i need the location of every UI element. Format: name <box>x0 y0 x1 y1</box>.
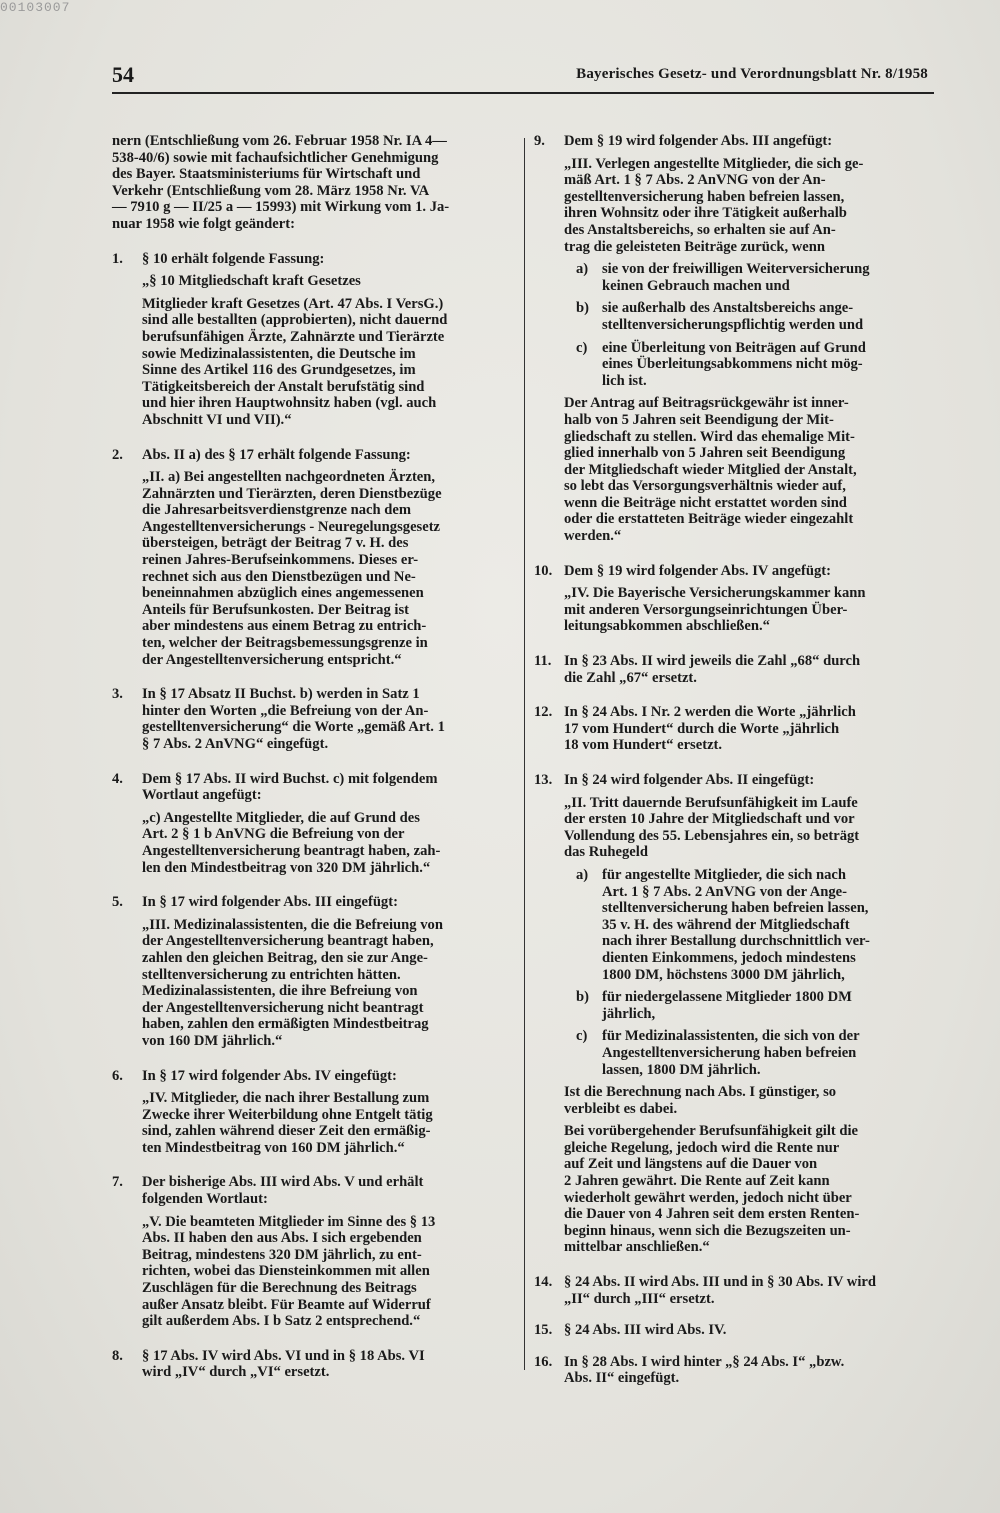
amendment-text: § 10 erhält folgende Fassung: <box>142 250 325 267</box>
section-heading: „§ 10 Mitgliedschaft kraft Gesetzes <box>142 273 361 290</box>
sub-item-letter: a) <box>576 866 589 883</box>
amendment-text: § 24 Abs. III wird Abs. IV. <box>564 1322 727 1339</box>
amendment-9 <box>534 133 932 150</box>
quoted-text: Bei vorübergehender Berufsunfähigkeit gilt die gleiche Regelung, jedoch wird die Rente nur auf Zeit und längstens auf die Dauer von 2 Jahren gewährt. Die Rente auf Zeit kann wiederholt gewährt werden, jedoch nicht über die Dauer von 4 Jahren seit dem ersten Renten- beginn hinaus, wenn sich die Bezugszeiten un- mittelbar anschließen.“ <box>564 1123 860 1256</box>
amendment-number: 14. <box>534 1274 553 1291</box>
amendment-16 <box>534 1354 932 1387</box>
sub-item-text: sie von der freiwilligen Weiterversicherung keinen Gebrauch machen und <box>602 261 870 294</box>
amendment-text: In § 17 wird folgender Abs. IV eingefügt: <box>142 1067 397 1084</box>
amendment-number: 3. <box>112 686 123 703</box>
sub-item-text: für angestellte Mitglieder, die sich nach Art. 1 § 7 Abs. 2 AnVNG von der Ange- stelltenversicherung haben befreien lassen, 35 v. H. des während der Mitgliedschaft nach ihrer Bestallung durchschnittlich ver- dienten Einkommens, jedoch mindestens 1800 DM, höchstens 3000 DM jährlich, <box>602 866 870 983</box>
amendment-14 <box>534 1274 932 1307</box>
right-column <box>534 133 932 1387</box>
amendment-number: 2. <box>112 446 123 463</box>
left-column <box>112 133 510 1381</box>
quoted-text: Mitglieder kraft Gesetzes (Art. 47 Abs. I VersG.) sind alle bestallten (approbierten), nicht dauernd berufsunfähigen Ärzte, Zahnärzte und Tierärzte sowie Medizinalassistenten, die Deutsche im Sinne des Artikel 116 des Grundgesetzes, im Tätigkeitsbereich der Anstalt berufstätig sind und hier ihren Hauptwohnsitz haben (vgl. auch Abschnitt VI und VII).“ <box>142 295 448 428</box>
amendment-number: 15. <box>534 1322 553 1339</box>
amendment-number: 11. <box>534 653 552 670</box>
quoted-text: „III. Verlegen angestellte Mitglieder, die sich ge- mäß Art. 1 § 7 Abs. 2 AnVNG von der An- gestelltenversicherung haben befreien lassen, ihren Wohnsitz oder ihre Tätigkeit außerhalb des Anstaltsbereichs, so erhalten sie auf An- trag die geleisteten Beiträge zurück, wenn <box>564 155 864 255</box>
amendment-12 <box>534 704 932 754</box>
amendment-4 <box>112 771 510 804</box>
amendment-6 <box>112 1068 510 1085</box>
sub-item-text: sie außerhalb des Anstaltsbereichs ange- stelltenversicherungspflichtig werden und <box>602 300 864 333</box>
amendment-number: 12. <box>534 704 553 721</box>
archive-stamp: 00103007 <box>0 0 71 15</box>
journal-title: Bayerisches Gesetz- und Verordnungsblatt Nr. 8/1958 <box>576 66 928 82</box>
amendment-text: § 24 Abs. II wird Abs. III und in § 30 Abs. IV wird „II“ durch „III“ ersetzt. <box>564 1274 876 1307</box>
sub-item-a <box>534 867 932 983</box>
quoted-text: „IV. Mitglieder, die nach ihrer Bestallung zum Zwecke ihrer Weiterbildung ohne Entgelt tätig sind, zahlen während dieser Zeit den ermäßig- ten Mindestbeitrag von 160 DM jährlich.“ <box>142 1090 433 1156</box>
sub-item-c <box>534 1028 932 1078</box>
amendment-text: In § 28 Abs. I wird hinter „§ 24 Abs. I“ „bzw. Abs. II“ eingefügt. <box>564 1353 845 1387</box>
quoted-text: Der Antrag auf Beitragsrückgewähr ist inner- halb von 5 Jahren seit Beendigung der Mit- gliedschaft zu stellen. Wird das ehemalige Mit- glied innerhalb von 5 Jahren seit Beendigung der Mitgliedschaft wieder Mitglied der Anstalt, so lebt das Versorgungsverhältnis wieder auf, wenn die Beiträge nicht erstattet worden sind oder die erstatteten Beiträge wieder eingezahlt werden.“ <box>564 395 857 545</box>
amendment-number: 16. <box>534 1353 553 1370</box>
sub-item-text: für niedergelassene Mitglieder 1800 DM jährlich, <box>602 989 852 1022</box>
amendment-2 <box>112 447 510 464</box>
column-divider <box>524 138 525 1370</box>
quoted-text: „III. Medizinalassistenten, die die Befreiung von der Angestelltenversicherung beantragt haben, zahlen den gleichen Beitrag, den sie zur Ange- stelltenversicherung zu entrichten hätten. Medizinalassistenten, die ihre Befreiung von der Angestelltenversicherung nicht beantragt haben, zahlen den ermäßigten Mindestbeitrag von 160 DM jährlich.“ <box>142 916 443 1049</box>
sub-item-b <box>534 300 932 333</box>
amendment-text: Abs. II a) des § 17 erhält folgende Fassung: <box>142 446 411 463</box>
sub-item-letter: b) <box>576 300 589 317</box>
amendment-3 <box>112 686 510 752</box>
page-header <box>112 62 934 94</box>
amendment-number: 13. <box>534 772 553 788</box>
amendment-text: Dem § 19 wird folgender Abs. III angefügt: <box>564 133 833 149</box>
sub-item-b <box>534 989 932 1022</box>
amendment-number: 9. <box>534 133 545 149</box>
amendment-text: In § 23 Abs. II wird jeweils die Zahl „68“ durch die Zahl „67“ ersetzt. <box>564 653 861 686</box>
amendment-1 <box>112 251 510 268</box>
sub-item-a <box>534 261 932 294</box>
sub-item-letter: b) <box>576 989 589 1006</box>
amendment-text: § 17 Abs. IV wird Abs. VI und in § 18 Abs. VI wird „IV“ durch „VI“ ersetzt. <box>142 1347 425 1381</box>
amendment-text: In § 17 wird folgender Abs. III eingefügt: <box>142 894 398 911</box>
quoted-text: „IV. Die Bayerische Versicherungskammer kann mit anderen Versorgungseinrichtungen Über- leitungsabkommen abschließen.“ <box>564 585 866 635</box>
amendment-15 <box>534 1322 932 1339</box>
amendment-5 <box>112 894 510 911</box>
sub-item-c <box>534 340 932 390</box>
amendment-number: 5. <box>112 894 123 911</box>
amendment-text: Der bisherige Abs. III wird Abs. V und erhält folgenden Wortlaut: <box>142 1174 424 1208</box>
quoted-text: Ist die Berechnung nach Abs. I günstiger, so verbleibt es dabei. <box>564 1084 837 1117</box>
sub-item-text: für Medizinalassistenten, die sich von der Angestelltenversicherung haben befreien lassen, 1800 DM jährlich. <box>602 1028 860 1078</box>
sub-item-letter: c) <box>576 1028 588 1045</box>
amendment-text: In § 24 wird folgender Abs. II eingefügt: <box>564 772 815 788</box>
amendment-number: 6. <box>112 1067 123 1084</box>
sub-item-letter: c) <box>576 339 588 356</box>
amendment-text: In § 24 Abs. I Nr. 2 werden die Worte „jährlich 17 vom Hundert“ durch die Worte „jährlich 18 vom Hundert“ ersetzt. <box>564 704 856 754</box>
amendment-7 <box>112 1174 510 1207</box>
page-number: 54 <box>112 62 134 87</box>
amendment-number: 1. <box>112 250 123 267</box>
amendment-text: Dem § 17 Abs. II wird Buchst. c) mit folgendem Wortlaut angefügt: <box>142 770 438 804</box>
intro-paragraph: nern (Entschließung vom 26. Februar 1958 Nr. IA 4— 538-40/6) sowie mit fachaufsichtlicher Genehmigung des Bayer. Staatsministeriums für Wirtschaft und Verkehr (Entschließung vom 28. März 1958 Nr. VA — 7910 g — II/25 a — 15993) mit Wirkung vom 1. Ja- nuar 1958 wie folgt geändert: <box>112 133 450 232</box>
amendment-number: 8. <box>112 1347 123 1364</box>
amendment-8 <box>112 1348 510 1381</box>
quoted-text: „c) Angestellte Mitglieder, die auf Grund des Art. 2 § 1 b AnVNG die Befreiung von der Angestelltenversicherung beantragt haben, zah- len den Mindestbeitrag von 320 DM jährlich.“ <box>142 809 441 876</box>
quoted-text: „II. a) Bei angestellten nachgeordneten Ärzten, Zahnärzten und Tierärzten, deren Dienstbezüge die Jahresarbeitsverdienstgrenze nach dem Angestelltenversicherungs - Neuregelungsgesetz übersteigen, beträgt der Beitrag 7 v. H. des reinen Jahres-Berufseinkommens. Dieses er- rechnet sich aus den Dienstbezügen und Ne- beneinnahmen abzüglich eines angemessenen Anteils für Berufsunkosten. Der Beitrag ist aber mindestens aus einem Betrag zu entrich- ten, welcher der Beitragsbemessungsgrenze in der Angestelltenversicherung entspricht.“ <box>142 469 442 668</box>
amendment-number: 10. <box>534 562 553 579</box>
quoted-text: „V. Die beamteten Mitglieder im Sinne des § 13 Abs. II haben den aus Abs. I sich ergebenden Beitrag, mindestens 320 DM jährlich, zu ent- richten, wobei das Diensteinkommen mit allen Zuschlägen für die Berechnung des Beitrags außer Ansatz bleibt. Für Beamte auf Widerruf gilt außerdem Abs. I b Satz 2 entsprechend.“ <box>142 1213 436 1330</box>
sub-item-letter: a) <box>576 261 589 278</box>
amendment-text: Dem § 19 wird folgender Abs. IV angefügt: <box>564 562 832 579</box>
amendment-13 <box>534 772 932 789</box>
amendment-text: In § 17 Absatz II Buchst. b) werden in Satz 1 hinter den Worten „die Befreiung von der An- gestelltenversicherung“ die Worte „gemäß Art. 1 § 7 Abs. 2 AnVNG“ eingefügt. <box>142 686 445 752</box>
quoted-text: „II. Tritt dauernde Berufsunfähigkeit im Laufe der ersten 10 Jahre der Mitgliedschaft und vor Vollendung des 55. Lebensjahres ein, so beträgt das Ruhegeld <box>564 794 860 861</box>
sub-item-text: eine Überleitung von Beiträgen auf Grund eines Überleitungsabkommens nicht mög- lich ist. <box>602 339 866 389</box>
amendment-10 <box>534 563 932 580</box>
amendment-number: 7. <box>112 1174 123 1191</box>
amendment-11 <box>534 653 932 686</box>
amendment-number: 4. <box>112 770 123 787</box>
